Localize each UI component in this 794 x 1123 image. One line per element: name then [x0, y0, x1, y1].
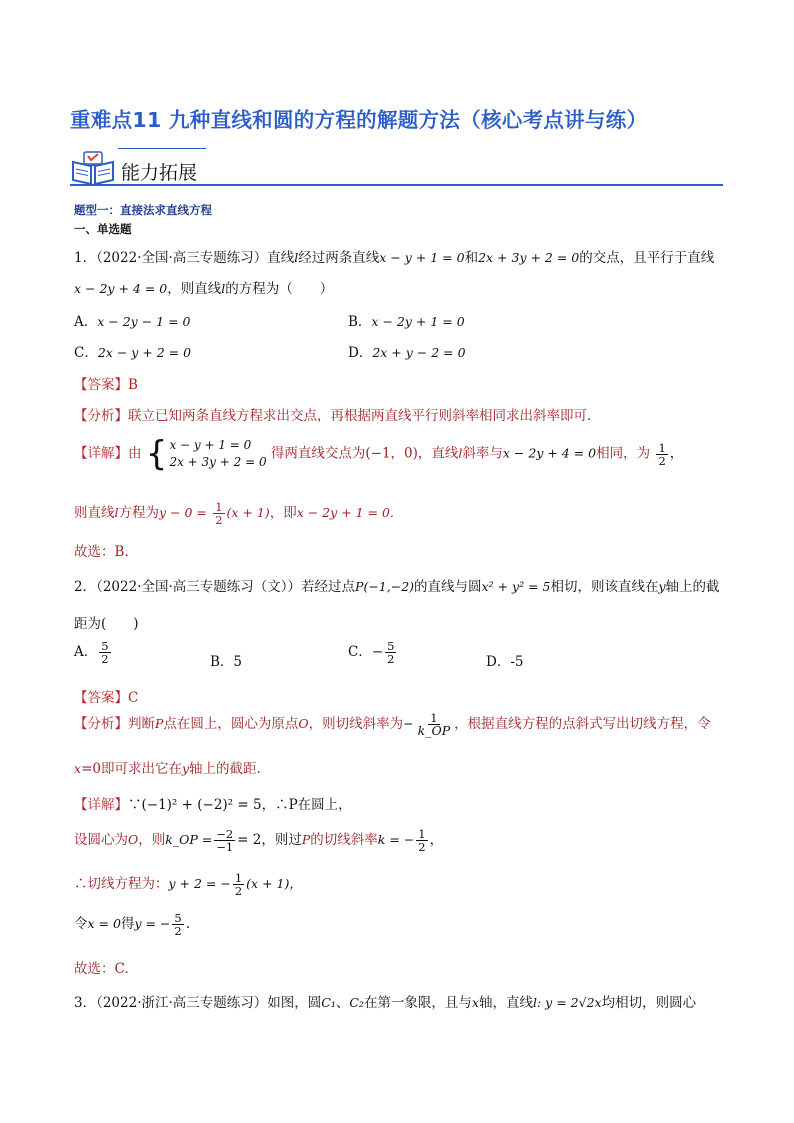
- q2-detail-line3: ∴切线方程为：y + 2 = − $\frac{1}{2}$ (x + 1)，: [74, 871, 302, 898]
- q1-choose: 故选：B.: [74, 544, 129, 560]
- q1-analysis: 【分析】联立已知两条直线方程求出交点，再根据两直线平行则斜率相同求出斜率即可.: [74, 408, 592, 424]
- page-title: 重难点11 九种直线和圆的方程的解题方法（核心考点讲与练）: [70, 108, 648, 132]
- q2-detail-line4: 令x = 0得y = − $\frac{5}{2}$ .: [74, 911, 191, 938]
- q1-option-a: A．x − 2y − 1 = 0: [74, 314, 191, 330]
- q2-option-a: A． $\frac{5}{2}$: [74, 639, 109, 666]
- question-type-label: 题型一：直接法求直线方程: [74, 203, 212, 217]
- fraction-one-half: $\frac{1}{2}$: [215, 500, 223, 527]
- q1-option-b: B．x − 2y + 1 = 0: [348, 314, 465, 330]
- q2-stem-line1: 2．（2022·全国·高三专题练习（文））若经过点P(−1,−2)的直线与圆x² + y² = 5相切，则该直线在y轴上的截: [74, 579, 720, 595]
- q2-analysis-line2: x=0即可求出它在y轴上的截距.: [74, 761, 261, 777]
- equation-system: { x − y + 1 = 0 2x + 3y + 2 = 0: [145, 434, 267, 474]
- q2-detail-line1: 【详解】∵(−1)² + (−2)² = 5，∴P在圆上，: [74, 797, 352, 813]
- q2-option-b: B．5: [210, 654, 243, 670]
- q1-detail: 【详解】由 { x − y + 1 = 0 2x + 3y + 2 = 0 得两直线交点为(−1，0)，直线l斜率与x − 2y + 4 = 0相同，为 $\frac{1}{2}$ ，: [74, 434, 684, 474]
- q2-stem-line2: 距为( ): [74, 616, 139, 632]
- q1-option-c: C．2x − y + 2 = 0: [74, 345, 192, 361]
- q1-stem-line2: x − 2y + 4 = 0，则直线l的方程为（ ）: [74, 281, 334, 297]
- question-category-label: 一、单选题: [74, 222, 132, 236]
- q1-detail-line2: 则直线l方程为y − 0 = $\frac{1}{2}$ (x + 1)，即x − 2y + 1 = 0.: [74, 500, 394, 527]
- header-short-rule: [118, 148, 206, 149]
- q1-option-d: D．2x + y − 2 = 0: [348, 345, 466, 361]
- book-icon: [70, 150, 116, 186]
- section-label: 能力拓展: [121, 162, 198, 184]
- section-rule: [70, 184, 723, 186]
- fraction-one-half: $\frac{1}{2}$: [658, 440, 666, 468]
- q1-answer: 【答案】B: [74, 377, 138, 393]
- q2-analysis-line1: 【分析】判断P点在圆上，圆心为原点O，则切线斜率为− $\frac{1}{k\_OP}$ ，根据直线方程的点斜式写出切线方程，令: [74, 711, 711, 738]
- q2-detail-line2: 设圆心为O，则k_OP = $\frac{-2}{-1}$ = 2，则过P的切线斜率k = − $\frac{1}{2}$ ，: [74, 827, 444, 854]
- q1-stem-line1: 1．（2022·全国·高三专题练习）直线l经过两条直线x − y + 1 = 0和2x + 3y + 2 = 0的交点，且平行于直线: [74, 250, 715, 266]
- q3-stem-line1: 3．（2022·浙江·高三专题练习）如图，圆C₁、C₂在第一象限，且与x轴，直线l: y = 2√2x均相切，则圆心: [74, 995, 697, 1011]
- q2-choose: 故选：C.: [74, 961, 129, 977]
- q2-answer: 【答案】C: [74, 690, 139, 706]
- q2-option-c: C．− $\frac{5}{2}$: [348, 639, 395, 666]
- q2-option-d: D．-5: [486, 654, 524, 670]
